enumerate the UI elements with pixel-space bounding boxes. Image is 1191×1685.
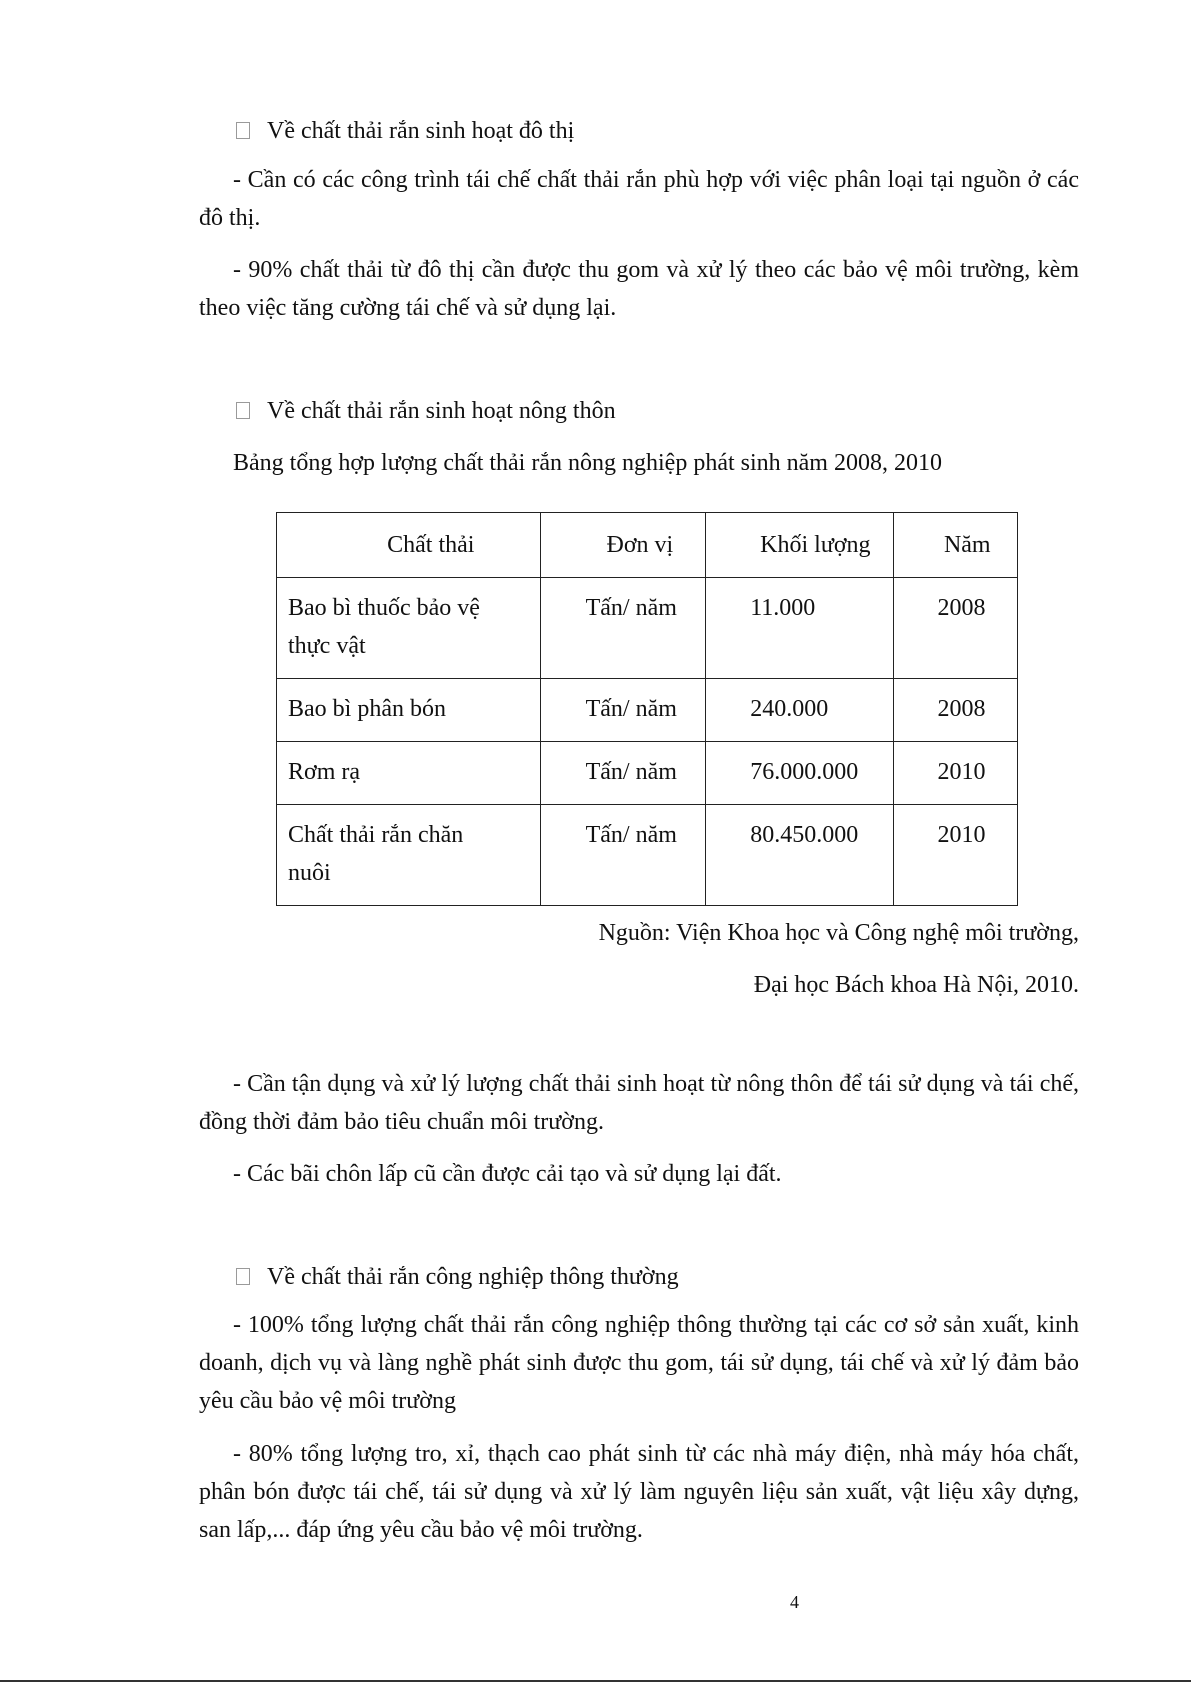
checkbox-bullet-icon — [236, 1268, 250, 1285]
header-year: Năm — [893, 513, 1017, 578]
checkbox-bullet-icon — [236, 122, 250, 139]
urban-paragraph-1: - Cần có các công trình tái chế chất thải rắn phù hợp với việc phân loại tại nguồn ở các đô thị. — [199, 167, 1079, 231]
rural-paragraph-2: - Các bãi chôn lấp cũ cần được cải tạo và sử dụng lại đất. — [233, 1161, 782, 1187]
cell-waste: Bao bì phân bón — [277, 679, 541, 742]
section-heading-urban: Về chất thải rắn sinh hoạt đô thị — [236, 119, 574, 143]
page-number: 4 — [790, 1592, 799, 1612]
cell-year: 2010 — [893, 742, 1017, 805]
cell-waste: Rơm rạ — [277, 742, 541, 805]
table-header-row — [277, 513, 1018, 578]
cell-amount: 80.450.000 — [706, 805, 893, 906]
section-heading-industrial: Về chất thải rắn công nghiệp thông thường — [236, 1265, 679, 1289]
cell-unit: Tấn/ năm — [540, 742, 706, 805]
cell-unit: Tấn/ năm — [540, 679, 706, 742]
table-row — [277, 679, 1018, 742]
cell-waste: Chất thải rắn chăn nuôi — [277, 805, 541, 906]
cell-amount: 11.000 — [706, 578, 893, 679]
table-caption: Bảng tổng hợp lượng chất thải rắn nông nghiệp phát sinh năm 2008, 2010 — [233, 450, 942, 476]
table-row — [277, 578, 1018, 679]
cell-year: 2008 — [893, 578, 1017, 679]
cell-year: 2010 — [893, 805, 1017, 906]
cell-amount: 240.000 — [706, 679, 893, 742]
industrial-paragraph-1: - 100% tổng lượng chất thải rắn công nghiệp thông thường tại các cơ sở sản xuất, kinh doanh, dịch vụ và làng nghề phát sinh được thu gom, tái sử dụng, tái chế và xử lý đảm bảo yêu cầu bảo vệ môi trường — [199, 1312, 1079, 1414]
cell-waste: Bao bì thuốc bảo vệ thực vật — [277, 578, 541, 679]
cell-year: 2008 — [893, 679, 1017, 742]
rural-paragraph-1: - Cần tận dụng và xử lý lượng chất thải sinh hoạt từ nông thôn để tái sử dụng và tái chế, đồng thời đảm bảo tiêu chuẩn môi trường. — [199, 1071, 1079, 1135]
header-waste: Chất thải — [277, 513, 541, 578]
section-heading-rural: Về chất thải rắn sinh hoạt nông thôn — [236, 399, 616, 423]
table-row — [277, 742, 1018, 805]
header-unit: Đơn vị — [540, 513, 706, 578]
checkbox-bullet-icon — [236, 402, 250, 419]
cell-unit: Tấn/ năm — [540, 805, 706, 906]
cell-amount: 76.000.000 — [706, 742, 893, 805]
footer-rule — [0, 1680, 1191, 1682]
waste-table — [276, 512, 1018, 906]
table-source-line-2: Đại học Bách khoa Hà Nội, 2010. — [753, 972, 1079, 998]
header-amount: Khối lượng — [706, 513, 893, 578]
cell-unit: Tấn/ năm — [540, 578, 706, 679]
industrial-paragraph-2: - 80% tổng lượng tro, xỉ, thạch cao phát sinh từ các nhà máy điện, nhà máy hóa chất, phân bón được tái chế, tái sử dụng và xử lý làm nguyên liệu sản xuất, vật liệu xây dựng, san lấp,... đáp ứng yêu cầu bảo vệ môi trường. — [199, 1441, 1079, 1543]
table-row — [277, 805, 1018, 906]
table-source-line-1: Nguồn: Viện Khoa học và Công nghệ môi trường, — [598, 920, 1079, 946]
urban-paragraph-2: - 90% chất thải từ đô thị cần được thu gom và xử lý theo các bảo vệ môi trường, kèm theo việc tăng cường tái chế và sử dụng lại. — [199, 257, 1079, 321]
